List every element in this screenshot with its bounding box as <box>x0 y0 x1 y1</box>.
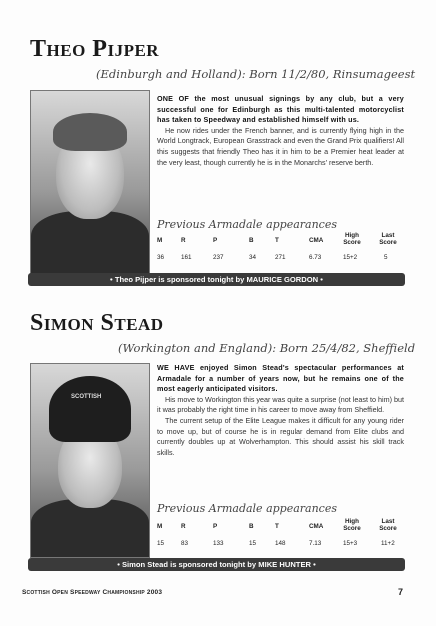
stat-header: B <box>249 237 254 244</box>
stat-value: 161 <box>181 254 192 261</box>
rider1-stats-header <box>157 232 404 246</box>
rider2-paragraph1: His move to Workington this year was quite a surprise (not least to him) but it was probably the right time in his career to move away from Sheffield. <box>157 394 404 415</box>
stat-header: High Score <box>343 232 361 246</box>
rider1-hair <box>53 113 127 151</box>
rider2-photo <box>30 363 150 558</box>
stat-header: CMA <box>309 237 324 244</box>
rider1-name: Theo Pijper <box>30 36 160 62</box>
stat-value: 11+2 <box>381 540 395 547</box>
stat-header: M <box>157 523 163 530</box>
stat-header: B <box>249 523 254 530</box>
stat-value: 15 <box>249 540 257 547</box>
stat-value: 148 <box>275 540 286 547</box>
stat-value: 133 <box>213 540 224 547</box>
rider2-stats <box>157 518 404 549</box>
stat-header: CMA <box>309 523 324 530</box>
rider1-jacket <box>31 211 149 273</box>
stat-value: 271 <box>275 254 286 261</box>
stat-header: P <box>213 237 218 244</box>
footer-title: Scottish Open Speedway Championship 2003 <box>22 589 163 596</box>
rider1-origin: (Edinburgh and Holland): Born 11/2/80, Rinsumageest <box>96 67 416 81</box>
stat-header: T <box>275 237 279 244</box>
stat-value: 83 <box>181 540 189 547</box>
rider1-bio <box>157 94 404 168</box>
stat-value: 15+3 <box>343 540 358 547</box>
stat-header: R <box>181 237 186 244</box>
beanie-text: SCOTTISH <box>71 394 102 400</box>
rider1-paragraph: He now rides under the French banner, and is currently flying high in the World Longtrack, European Grasstrack and even the Grand Prix qualifiers! All this suggests that friendly Theo has it in him to be a Premier heat leader at the very least, though currently he is in the Monarchs' reserve berth. <box>157 125 404 167</box>
stat-header: M <box>157 237 163 244</box>
rider2-stats-values <box>157 540 404 549</box>
stat-value: 15 <box>157 540 165 547</box>
rider2-beanie <box>49 376 131 442</box>
rider1-prev-title: Previous Armadale appearances <box>157 218 337 231</box>
stat-header: T <box>275 523 279 530</box>
stat-header: Last Score <box>379 232 397 246</box>
rider1-lead: ONE OF the most unusual signings by any club, but a very successful one for Edinburgh as this multi-talented motorcyclist has taken to Speedway and established himself with us. <box>157 94 404 125</box>
rider2-prev-title: Previous Armadale appearances <box>157 502 337 515</box>
rider1-stats <box>157 232 404 263</box>
rider2-origin: (Workington and England): Born 25/4/82, Sheffield <box>118 341 416 355</box>
stat-value: 237 <box>213 254 224 261</box>
stat-value: 36 <box>157 254 165 261</box>
rider2-stats-header <box>157 518 404 532</box>
stat-value: 15+2 <box>343 254 358 261</box>
stat-header: High Score <box>343 518 361 532</box>
rider1-stats-values <box>157 254 404 263</box>
rider2-paragraph2: The current setup of the Elite League makes it difficult for any young rider to move up, but of course he is in regular demand from Elite clubs and currently doubles up at Wolverhampton. This should assist his skill track skills. <box>157 415 404 457</box>
stat-value: 6.73 <box>309 254 322 261</box>
stat-header: R <box>181 523 186 530</box>
stat-value: 7.13 <box>309 540 322 547</box>
rider2-name: Simon Stead <box>30 310 164 336</box>
stat-value: 34 <box>249 254 257 261</box>
stat-header: Last Score <box>379 518 397 532</box>
rider2-bio <box>157 363 404 458</box>
rider1-photo <box>30 90 150 274</box>
rider2-sponsor-bar: • Simon Stead is sponsored tonight by MIKE HUNTER • <box>28 558 405 571</box>
stat-value: 5 <box>384 254 388 261</box>
stat-header: P <box>213 523 218 530</box>
rider1-sponsor-bar: • Theo Pijper is sponsored tonight by MAURICE GORDON • <box>28 273 405 286</box>
rider2-lead: WE HAVE enjoyed Simon Stead's spectacular performances at Armadale for a number of years now, but he remains one of the most eagerly anticipated visitors. <box>157 363 404 394</box>
page-number: 7 <box>398 587 404 597</box>
